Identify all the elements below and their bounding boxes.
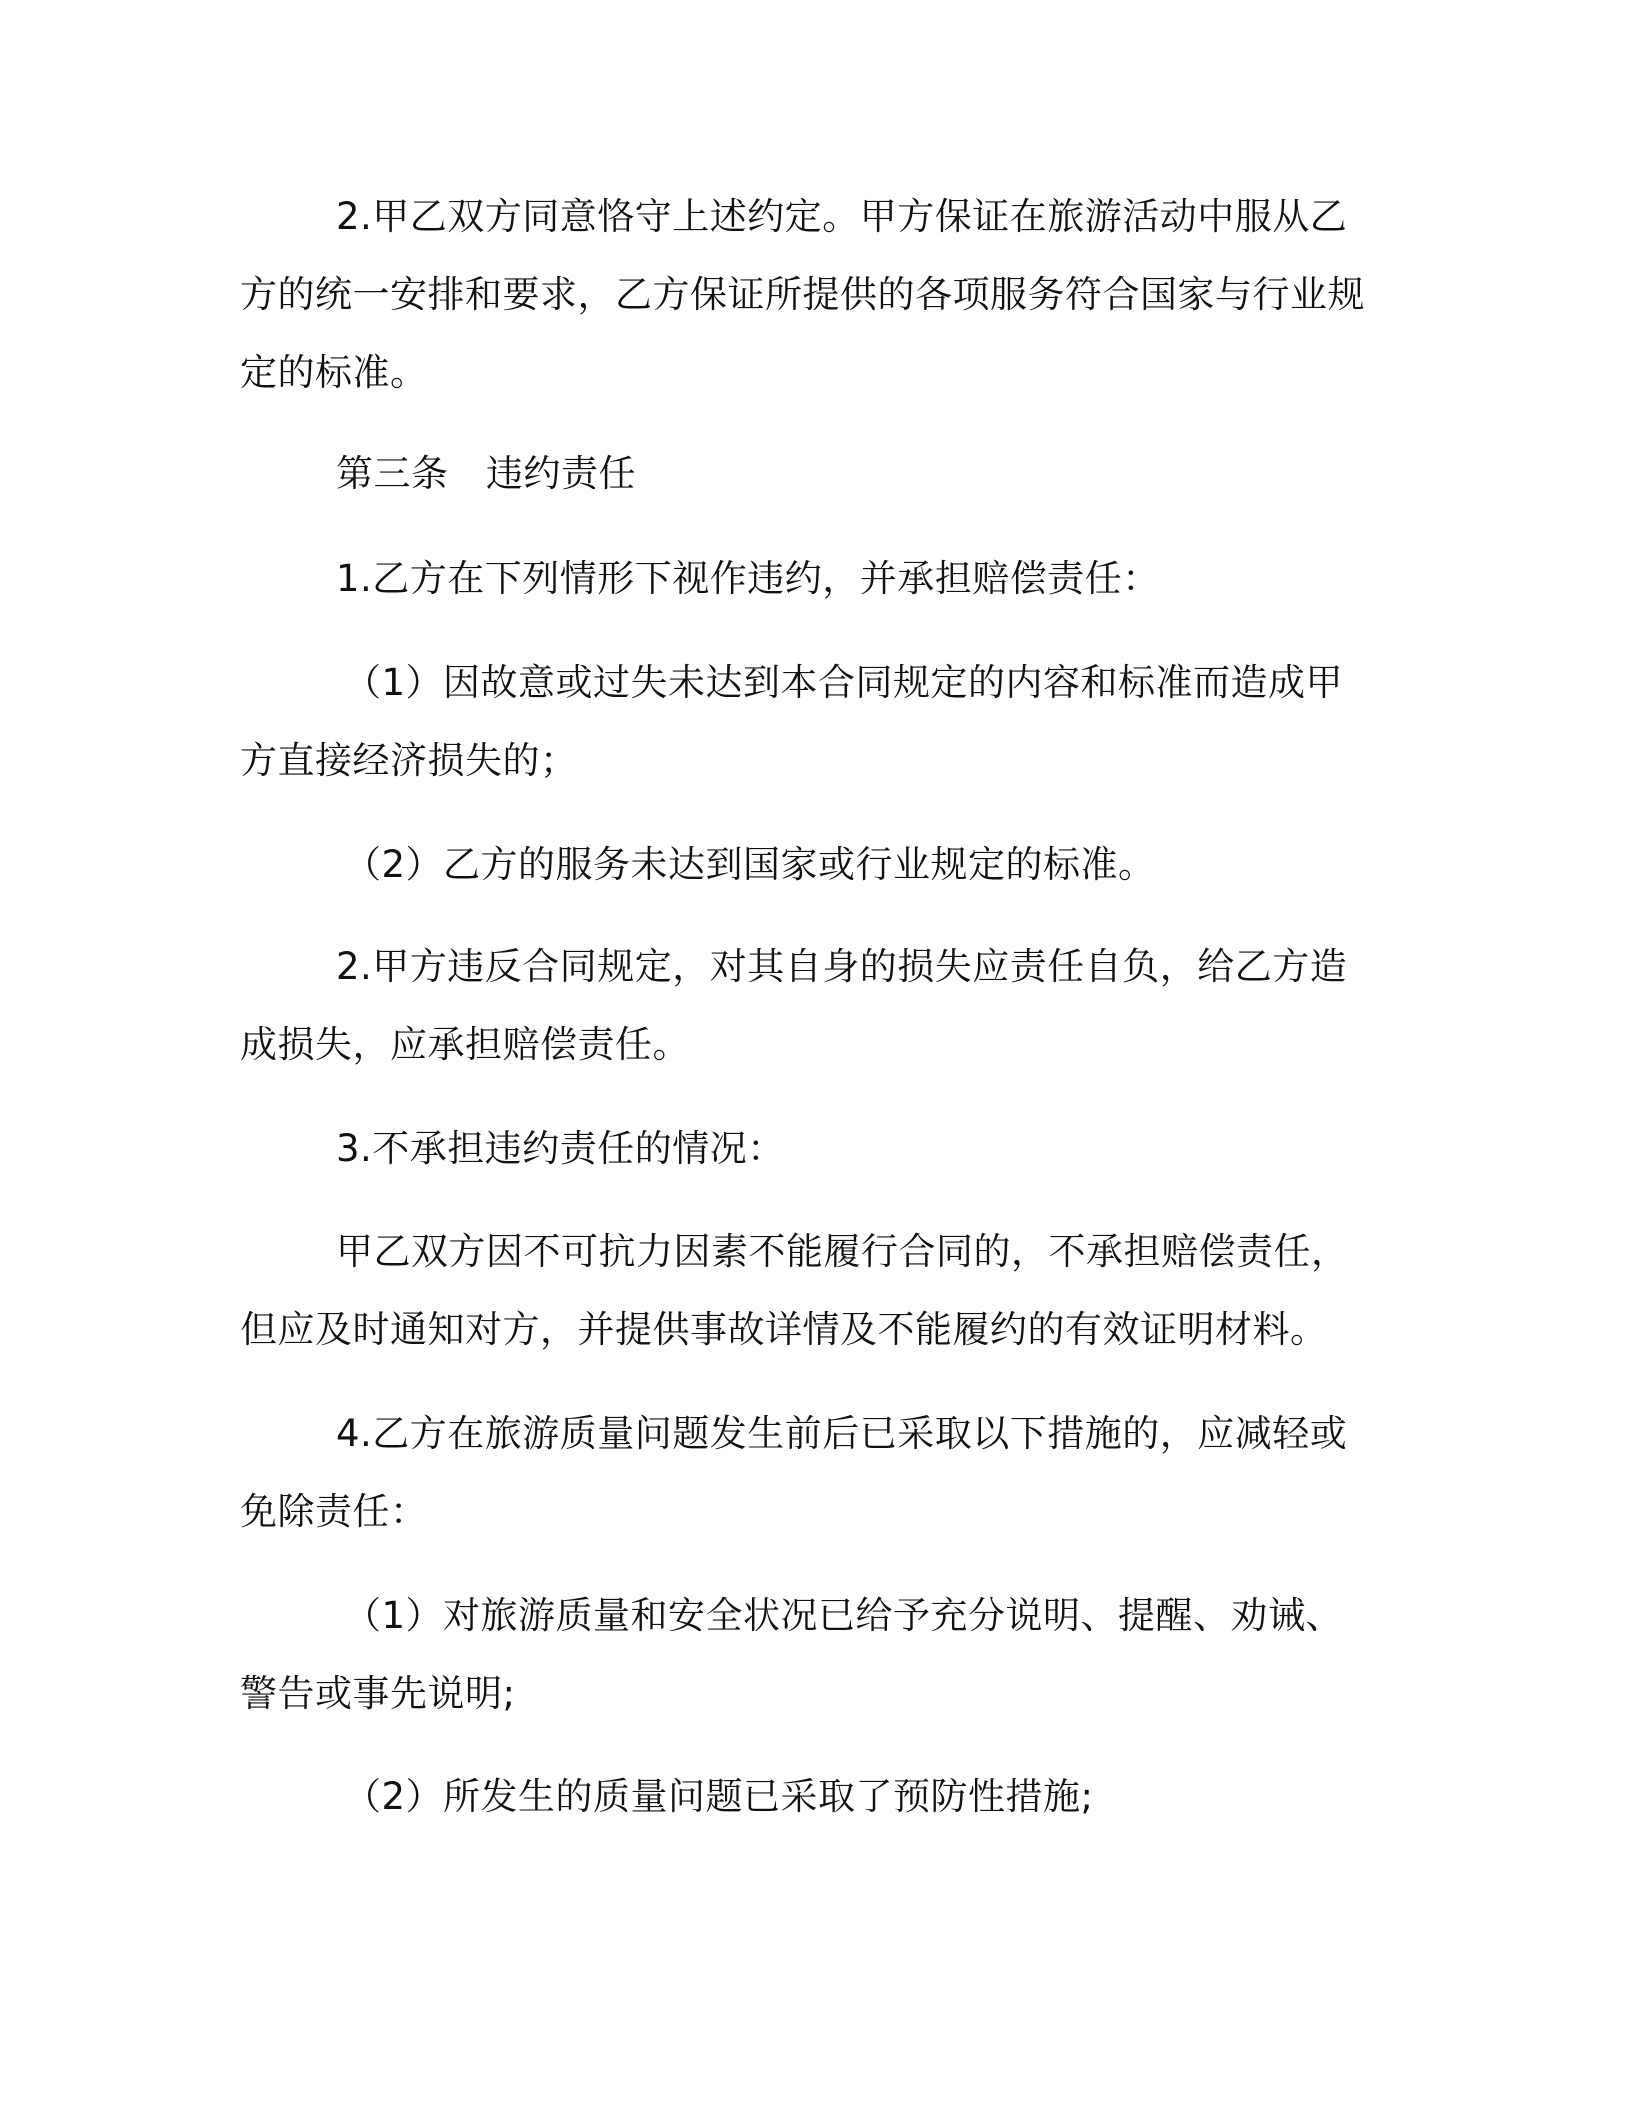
breach-clause-2-paragraph: 2.甲方违反合同规定，对其自身的损失应责任自负，给乙方造成损失，应承担赔偿责任。 bbox=[240, 945, 1348, 1066]
breach-clause-4-paragraph: 4.乙方在旅游质量问题发生前后已采取以下措施的，应减轻或免除责任： bbox=[240, 1412, 1348, 1533]
breach-clause-1-paragraph: 1.乙方在下列情形下视作违约，并承担赔偿责任： bbox=[336, 557, 1160, 600]
breach-item-2-paragraph: （2）乙方的服务未达到国家或行业规定的标准。 bbox=[344, 843, 1156, 886]
clause-2-compliance-paragraph: 2.甲乙双方同意恪守上述约定。甲方保证在旅游活动中服从乙方的统一安排和要求，乙方保证所提供的各项服务符合国家与行业规定的标准。 bbox=[240, 195, 1365, 394]
force-majeure-paragraph: 甲乙双方因不可抗力因素不能履行合同的，不承担赔偿责任，但应及时通知对方，并提供事故详情及不能履约的有效证明材料。 bbox=[240, 1230, 1349, 1351]
article-3-heading: 第三条 违约责任 bbox=[336, 452, 636, 495]
mitigation-item-2-paragraph: （2）所发生的质量问题已采取了预防性措施; bbox=[344, 1775, 1094, 1818]
breach-item-1-paragraph: （1）因故意或过失未达到本合同规定的内容和标准而造成甲方直接经济损失的； bbox=[240, 661, 1344, 782]
breach-clause-3-paragraph: 3.不承担违约责任的情况： bbox=[336, 1127, 785, 1170]
mitigation-item-1-paragraph: （1）对旅游质量和安全状况已给予充分说明、提醒、劝诫、警告或事先说明; bbox=[240, 1594, 1344, 1715]
